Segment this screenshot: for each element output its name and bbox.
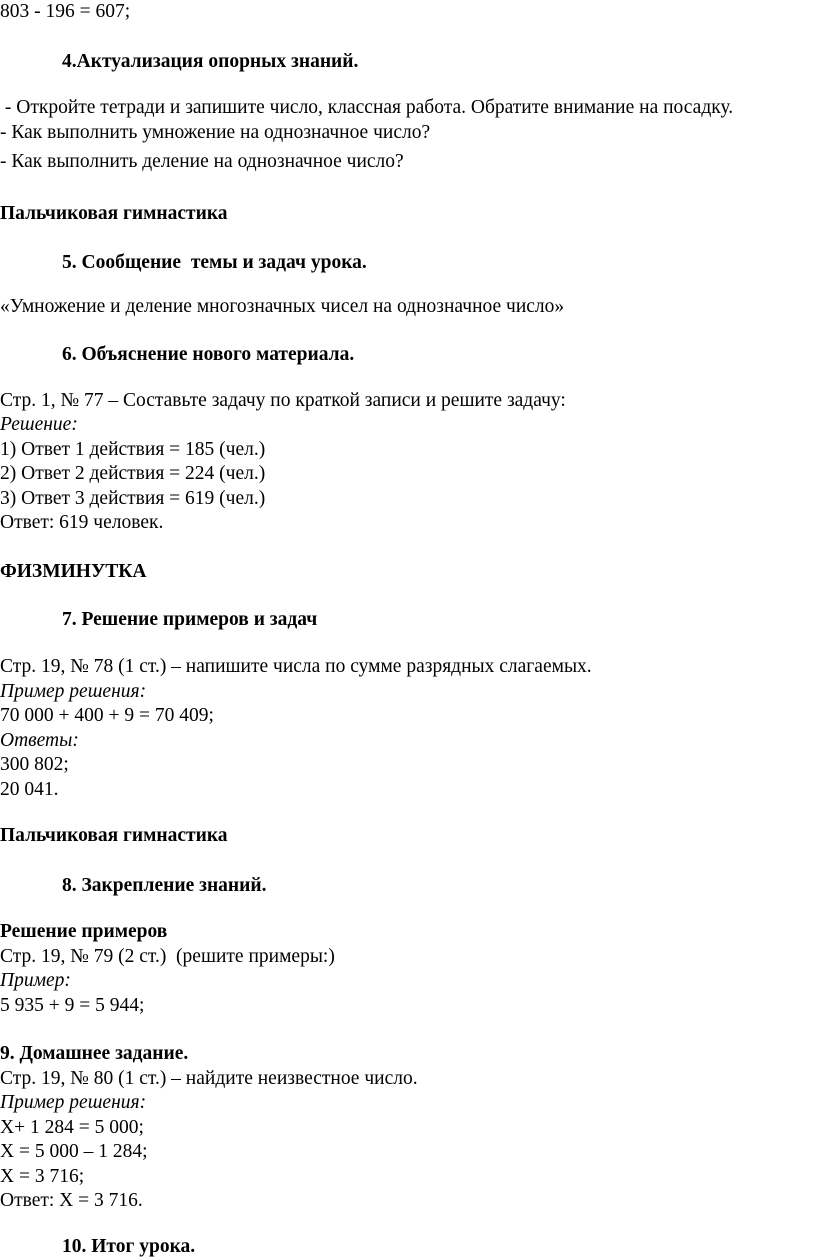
task-78-line: Стр. 19, № 78 (1 ст.) – напишите числа по сумме разрядных слагаемых. — [0, 656, 592, 677]
solution-step-3: 3) Ответ 3 действия = 619 (чел.) — [0, 488, 266, 509]
equation-line-2: X = 5 000 – 1 284; — [0, 1141, 148, 1162]
section-heading-4: 4.Актуализация опорных знаний. — [62, 51, 359, 72]
equation-line-3: X = 3 716; — [0, 1166, 85, 1187]
answer-item-1: 300 802; — [0, 754, 69, 775]
equation-line-1: X+ 1 284 = 5 000; — [0, 1117, 144, 1138]
finger-gymnastics-heading: Пальчиковая гимнастика — [0, 203, 228, 224]
finger-gymnastics-heading-2: Пальчиковая гимнастика — [0, 825, 228, 846]
physical-break-heading: ФИЗМИНУТКА — [0, 561, 147, 582]
example-label-3: Пример решения: — [0, 1092, 147, 1113]
final-answer-line: Ответ: X = 3 716. — [0, 1190, 143, 1211]
section-heading-6: 6. Объяснение нового материала. — [62, 344, 355, 365]
section-heading-7: 7. Решение примеров и задач — [62, 609, 318, 630]
solution-step-2: 2) Ответ 2 действия = 224 (чел.) — [0, 463, 266, 484]
task-80-line: Стр. 19, № 80 (1 ст.) – найдите неизвестное число. — [0, 1068, 418, 1089]
answers-label: Ответы: — [0, 730, 79, 751]
section-heading-10: 10. Итог урока. — [62, 1236, 196, 1257]
lesson-topic: «Умножение и деление многозначных чисел на однозначное число» — [0, 296, 565, 317]
answer-item-2: 20 041. — [0, 779, 59, 800]
example-line-2: 5 935 + 9 = 5 944; — [0, 995, 145, 1016]
calc-line: 803 - 196 = 607; — [0, 1, 131, 22]
solution-label: Решение: — [0, 414, 78, 435]
example-line: 70 000 + 400 + 9 = 70 409; — [0, 705, 214, 726]
answer-line: Ответ: 619 человек. — [0, 512, 164, 533]
section-heading-9: 9. Домашнее задание. — [0, 1043, 189, 1064]
task-79-line: Стр. 19, № 79 (2 ст.) (решите примеры:) — [0, 946, 335, 967]
section-heading-8: 8. Закрепление знаний. — [62, 875, 267, 896]
solution-step-1: 1) Ответ 1 действия = 185 (чел.) — [0, 439, 266, 460]
section-heading-5: 5. Сообщение темы и задач урока. — [62, 252, 367, 273]
instruction-line: - Откройте тетради и запишите число, классная работа. Обратите внимание на посадку. — [0, 97, 734, 118]
question-multiplication: - Как выполнить умножение на однозначное число? — [0, 122, 431, 143]
task-77-line: Стр. 1, № 77 – Составьте задачу по краткой записи и решите задачу: — [0, 390, 566, 411]
example-label-2: Пример: — [0, 970, 71, 991]
question-division: - Как выполнить деление на однозначное число? — [0, 151, 404, 172]
examples-subheading: Решение примеров — [0, 921, 168, 942]
example-label: Пример решения: — [0, 681, 147, 702]
